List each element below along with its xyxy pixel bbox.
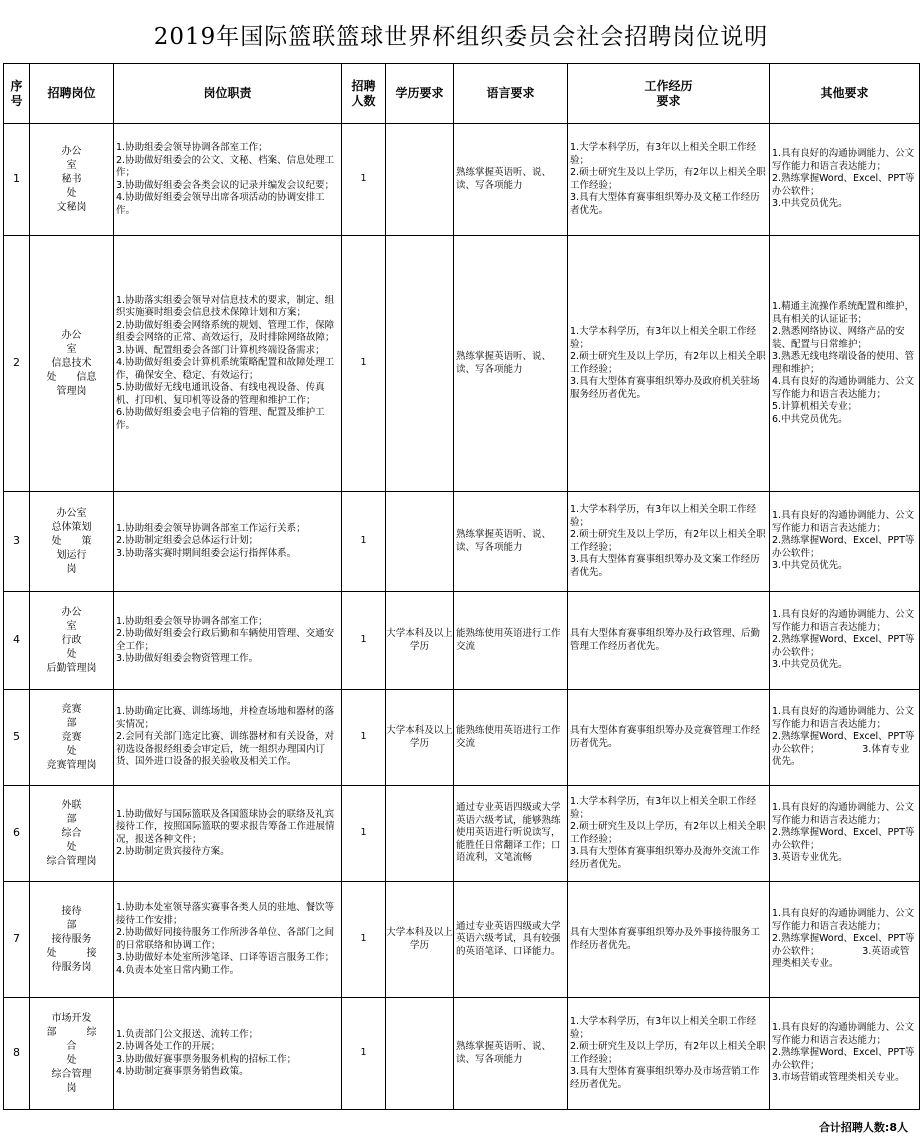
row-post: 办公 室 信息技术 处 信息 管理岗 bbox=[30, 236, 114, 492]
row-seq: 8 bbox=[4, 998, 30, 1110]
table-row bbox=[4, 786, 920, 882]
row-exp: 1.大学本科学历，有3年以上相关全职工作经验； 2.硕士研究生及以上学历，有2年以上相关全职工作经验； 3.具有大型体育赛事组织筹办及文秘工作经历者优先。 bbox=[568, 124, 770, 236]
row-seq: 6 bbox=[4, 786, 30, 882]
row-edu bbox=[386, 124, 454, 236]
row-exp: 1.大学本科学历，有3年以上相关全职工作经验； 2.硕士研究生及以上学历，有2年以上相关全职工作经验； 3.具有大型体育赛事组织筹办及海外交流工作经历者优先。 bbox=[568, 786, 770, 882]
recruitment-table bbox=[3, 63, 920, 1110]
row-duty: 1.协助组委会领导协调各部室工作运行关系； 2.协助制定组委会总体运行计划； 3.协助落实赛时期间组委会运行指挥体系。 bbox=[114, 492, 342, 592]
table-row bbox=[4, 998, 920, 1110]
table-row bbox=[4, 882, 920, 998]
row-lang: 能熟练使用英语进行工作交流 bbox=[454, 592, 568, 690]
row-lang: 熟练掌握英语听、说、读、写各项能力 bbox=[454, 124, 568, 236]
header-lang: 语言要求 bbox=[454, 64, 568, 124]
row-duty: 1.协助组委会领导协调各部室工作； 2.协助做好组委会行政后勤和车辆使用管理、交通安全工作； 3.协助做好组委会物资管理工作。 bbox=[114, 592, 342, 690]
row-count: 1 bbox=[342, 690, 386, 786]
row-other: 1.具有良好的沟通协调能力、公文写作能力和语言表达能力； 2.熟练掌握Word、Excel、PPT等办公软件； 3.英语或管理类相关专业。 bbox=[770, 882, 920, 998]
row-edu bbox=[386, 998, 454, 1110]
row-lang: 熟练掌握英语听、说、读、写各项能力 bbox=[454, 492, 568, 592]
row-duty: 1.协助落实组委会领导对信息技术的要求，制定、组织实施赛时组委会信息技术保障计划和方案； 2.协助做好组委会网络系统的规划、管理工作，保障组委会网络的正常、高效运行，及时排除网络故障； 3.协调、配置组委会各部门计算机终端设备需求； 4.协助做好组委会计算机系统策略配置和故障处理工作，确保安全、稳定、有效运行； 5.协助做好无线电通讯设备、有线电视设备、传真机、打印机、复印机等设备的管理和维护工作； 6.协助做好组委会电子信箱的管理、配置及维护工作。 bbox=[114, 236, 342, 492]
row-seq: 4 bbox=[4, 592, 30, 690]
row-duty: 1.协助做好与国际篮联及各国篮球协会的联络及礼宾接待工作，按照国际篮联的要求报告筹备工作进展情况，报送各种文件； 2.协助制定贵宾接待方案。 bbox=[114, 786, 342, 882]
row-lang: 通过专业英语四级或大学英语六级考试，能够熟练使用英语进行听说读写，能胜任日常翻译工作；口语流利，文笔流畅 bbox=[454, 786, 568, 882]
row-count: 1 bbox=[342, 236, 386, 492]
row-post: 办公 室 秘书 处 文秘岗 bbox=[30, 124, 114, 236]
header-duty: 岗位职责 bbox=[114, 64, 342, 124]
total-count: 合计招聘人数:8人 bbox=[818, 1121, 908, 1134]
row-other: 1.具有良好的沟通协调能力、公文写作能力和语言表达能力； 2.熟练掌握Word、Excel、PPT等办公软件； 3.英语专业优先。 bbox=[770, 786, 920, 882]
row-duty: 1.协助本处室领导落实赛事各类人员的驻地、餐饮等接待工作安排； 2.协助做好同接待服务工作所涉各单位、各部门之间的日常联络和协调工作； 3.协助做好本处室所涉笔译、口译等语言服务工作； 4.负责本处室日常内勤工作。 bbox=[114, 882, 342, 998]
row-edu bbox=[386, 492, 454, 592]
header-row bbox=[4, 64, 920, 124]
row-seq: 5 bbox=[4, 690, 30, 786]
row-post: 办公室 总体策划 处 策 划运行 岗 bbox=[30, 492, 114, 592]
row-count: 1 bbox=[342, 786, 386, 882]
row-seq: 1 bbox=[4, 124, 30, 236]
header-other: 其他要求 bbox=[770, 64, 920, 124]
row-exp: 1.大学本科学历，有3年以上相关全职工作经验； 2.硕士研究生及以上学历，有2年以上相关全职工作经验； 3.具有大型体育赛事组织筹办及政府机关驻场服务经历者优先。 bbox=[568, 236, 770, 492]
row-other: 1.具有良好的沟通协调能力、公文写作能力和语言表达能力； 2.熟练掌握Word、Excel、PPT等办公软件； 3.中共党员优先。 bbox=[770, 124, 920, 236]
row-other: 1.具有良好的沟通协调能力、公文写作能力和语言表达能力； 2.熟练掌握Word、Excel、PPT等办公软件； 3.中共党员优先。 bbox=[770, 492, 920, 592]
row-other: 1.具有良好的沟通协调能力、公文写作能力和语言表达能力； 2.熟练掌握Word、Excel、PPT等办公软件； 3.中共党员优先。 bbox=[770, 592, 920, 690]
row-exp: 1.大学本科学历，有3年以上相关全职工作经验； 2.硕士研究生及以上学历，有2年以上相关全职工作经验； 3.具有大型体育赛事组织筹办及文案工作经历者优先。 bbox=[568, 492, 770, 592]
row-edu: 大学本科及以上学历 bbox=[386, 592, 454, 690]
header-edu: 学历要求 bbox=[386, 64, 454, 124]
row-count: 1 bbox=[342, 592, 386, 690]
row-count: 1 bbox=[342, 998, 386, 1110]
row-lang: 熟练掌握英语听、说、读、写各项能力 bbox=[454, 236, 568, 492]
row-count: 1 bbox=[342, 882, 386, 998]
header-seq: 序 号 bbox=[4, 64, 30, 124]
row-duty: 1.协助组委会领导协调各部室工作； 2.协助做好组委会的公文、文秘、档案、信息处理工作； 3.协助做好组委会各类会议的记录并编发会议纪要； 4.协助做好组委会领导出席各项活动的协调安排工作。 bbox=[114, 124, 342, 236]
row-seq: 3 bbox=[4, 492, 30, 592]
row-post: 市场开发 部 综 合 处 综合管理 岗 bbox=[30, 998, 114, 1110]
header-post: 招聘岗位 bbox=[30, 64, 114, 124]
table-row bbox=[4, 592, 920, 690]
row-other: 1.精通主流操作系统配置和维护，具有相关的认证证书； 2.熟悉网络协议、网络产品的安装、配置与日常维护； 3.熟悉无线电终端设备的使用、管理和维护； 4.具有良好的沟通协调能力、公文写作能力和语言表达能力； 5.计算机相关专业； 6.中共党员优先。 bbox=[770, 236, 920, 492]
row-other: 1.具有良好的沟通协调能力、公文写作能力和语言表达能力； 2.熟练掌握Word、Excel、PPT等办公软件； 3.市场营销或管理类相关专业。 bbox=[770, 998, 920, 1110]
row-post: 接待 部 接待服务 处 接 待服务岗 bbox=[30, 882, 114, 998]
row-duty: 1.负责部门公文报送、流转工作； 2.协调各处工作的开展； 3.协助做好赛事票务服务机构的招标工作； 4.协助制定赛事票务销售政策。 bbox=[114, 998, 342, 1110]
row-exp: 具有大型体育赛事组织筹办及外事接待服务工作经历者优先。 bbox=[568, 882, 770, 998]
table-row bbox=[4, 690, 920, 786]
table-row bbox=[4, 124, 920, 236]
row-edu: 大学本科及以上学历 bbox=[386, 690, 454, 786]
header-exp: 工作经历 要求 bbox=[568, 64, 770, 124]
row-exp: 具有大型体育赛事组织筹办及行政管理、后勤管理工作经历者优先。 bbox=[568, 592, 770, 690]
row-count: 1 bbox=[342, 492, 386, 592]
document-title: 2019年国际篮联篮球世界杯组织委员会社会招聘岗位说明 bbox=[153, 24, 769, 50]
row-lang: 能熟练使用英语进行工作交流 bbox=[454, 690, 568, 786]
row-count: 1 bbox=[342, 124, 386, 236]
row-exp: 1.大学本科学历，有3年以上相关全职工作经验； 2.硕士研究生及以上学历，有2年以上相关全职工作经验； 3.具有大型体育赛事组织筹办及市场营销工作经历者优先。 bbox=[568, 998, 770, 1110]
table-row bbox=[4, 492, 920, 592]
row-seq: 2 bbox=[4, 236, 30, 492]
row-seq: 7 bbox=[4, 882, 30, 998]
row-other: 1.具有良好的沟通协调能力、公文写作能力和语言表达能力； 2.熟练掌握Word、Excel、PPT等办公软件； 3.体育专业优先。 bbox=[770, 690, 920, 786]
row-lang: 熟练掌握英语听、说、读、写各项能力 bbox=[454, 998, 568, 1110]
row-edu: 大学本科及以上学历 bbox=[386, 882, 454, 998]
row-edu bbox=[386, 786, 454, 882]
row-edu bbox=[386, 236, 454, 492]
row-post: 办公 室 行政 处 后勤管理岗 bbox=[30, 592, 114, 690]
row-lang: 通过专业英语四级或大学英语六级考试，具有较强的英语笔译、口译能力。 bbox=[454, 882, 568, 998]
table-row bbox=[4, 236, 920, 492]
header-count: 招聘 人数 bbox=[342, 64, 386, 124]
row-post: 外联 部 综合 处 综合管理岗 bbox=[30, 786, 114, 882]
row-exp: 具有大型体育赛事组织筹办及竞赛管理工作经历者优先。 bbox=[568, 690, 770, 786]
row-post: 竞赛 部 竞赛 处 竞赛管理岗 bbox=[30, 690, 114, 786]
row-duty: 1.协助确定比赛、训练场地，并检查场地和器材的落实情况； 2.会同有关部门选定比赛、训练器材和有关设备，对初选设备报经组委会审定后，统一组织办理国内订货、国外进口设备的报关验收及相关工作。 bbox=[114, 690, 342, 786]
